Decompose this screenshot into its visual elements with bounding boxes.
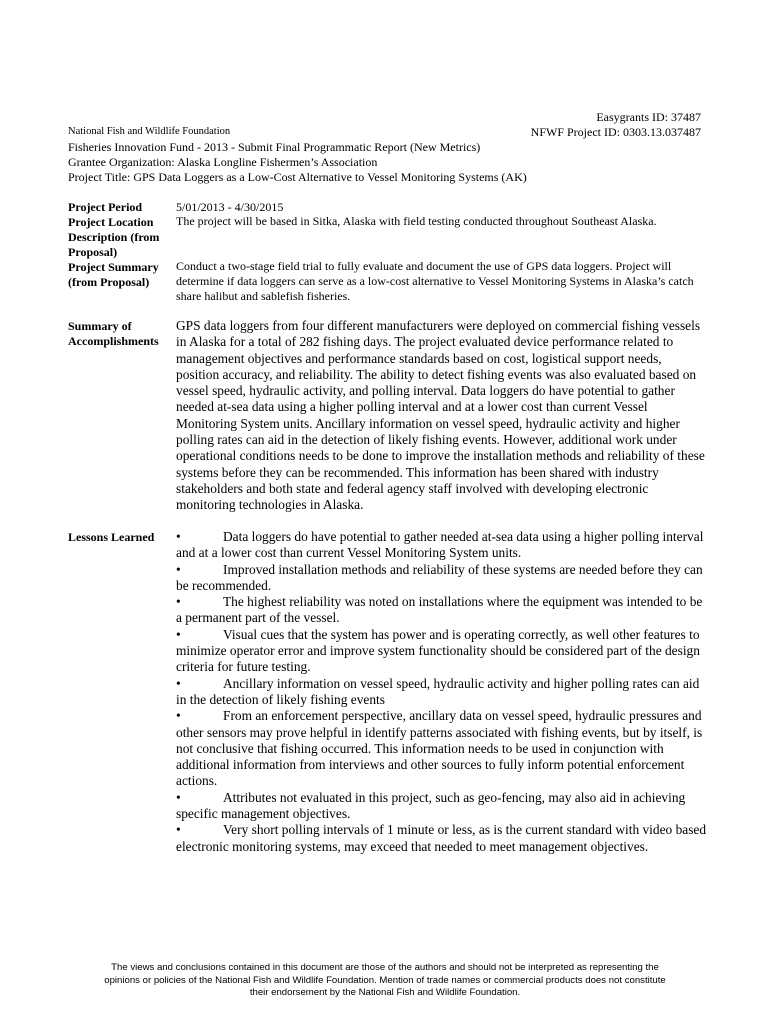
report-title: Fisheries Innovation Fund - 2013 - Submit Final Programmatic Report (New Metrics): [68, 140, 481, 154]
project-location-label: Project Location Description (from Proposal): [68, 215, 160, 259]
bullet-icon: •: [176, 789, 181, 805]
grantee-organization: Grantee Organization: Alaska Longline Fishermen’s Association: [68, 155, 378, 169]
project-summary-value: Conduct a two-stage field trial to fully evaluate and document the use of GPS data loggers. Project will determine if data loggers can serve as a low-cost alternative to Vessel Monitoring Systems in Alaska’s catch share halibut and sablefish fisheries.: [176, 259, 694, 303]
bullet-icon: •: [176, 822, 181, 838]
project-period-value: 5/01/2013 - 4/30/2015: [176, 200, 284, 214]
lesson-item: • Improved installation methods and reliability of these systems are needed before they can be recommended.: [176, 561, 703, 593]
lesson-item: • The highest reliability was noted on installations where the equipment was intended to be a permanent part of the vessel.: [176, 594, 703, 626]
accomplishments-text: GPS data loggers from four different manufacturers were deployed on commercial fishing vessels in Alaska for a total of 282 fishing days. The project evaluated device performance related to management objectives and performance standards based on cost, logistical support needs, position accuracy, and reliability. The ability to detect fishing events was also evaluated based on vessel speed, hydraulic activity, and polling interval. Data loggers do have potential to gather needed at-sea data using a higher polling interval and at a lower cost than current Vessel Monitoring System units. Ancillary information on vessel speed, hydraulic activity and higher polling rates can aid in the detection of likely fishing events. However, additional work under operational conditions needs to be done to improve the installation methods and reliability of these systems before they can be recommended. This information has been shared with industry stakeholders and both state and federal agency staff involved with developing electronic monitoring technologies in Alaska.: [176, 318, 705, 513]
project-location-value: The project will be based in Sitka, Alaska with field testing conducted throughout Southeast Alaska.: [176, 214, 657, 228]
lesson-item: • Data loggers do have potential to gather needed at-sea data using a higher polling interval and at a lower cost than current Vessel Monitoring System units.: [176, 529, 704, 561]
bullet-icon: •: [176, 594, 181, 610]
lesson-item: • From an enforcement perspective, ancillary data on vessel speed, hydraulic pressures and other sensors may prove helpful in identify patterns associated with fishing events, but by itself, is not conclusive that fishing occurred. This information needs to be used in conjunction with additional information from interviews and other sources to fully inform potential enforcement actions.: [176, 708, 703, 789]
organization-name: National Fish and Wildlife Foundation: [68, 126, 231, 137]
bullet-icon: •: [176, 626, 181, 642]
bullet-icon: •: [176, 675, 181, 691]
bullet-icon: •: [176, 708, 181, 724]
lesson-item: • Very short polling intervals of 1 minute or less, as is the current standard with video based electronic monitoring systems, may exceed that needed to meet management objectives.: [176, 822, 707, 854]
project-summary-label: Project Summary (from Proposal): [68, 260, 159, 289]
lesson-item: • Ancillary information on vessel speed, hydraulic activity and higher polling rates can aid in the detection of likely fishing events: [176, 675, 700, 707]
accomplishments-label: Summary of Accomplishments: [68, 319, 159, 348]
lessons-learned-label: Lessons Learned: [68, 530, 155, 544]
lessons-learned-list: [176, 529, 708, 855]
footer-disclaimer: The views and conclusions contained in this document are those of the authors and should not be interpreted as representing the opinions or policies of the National Fish and Wildlife Foundation. Mention of trade names or commercial products does not constitute their endorsement by the National Fish and Wildlife Foundation.: [104, 962, 666, 998]
nfwf-project-id: NFWF Project ID: 0303.13.037487: [530, 125, 701, 139]
project-title: Project Title: GPS Data Loggers as a Low-Cost Alternative to Vessel Monitoring Systems (AK): [68, 170, 527, 184]
lesson-item: • Attributes not evaluated in this project, such as geo-fencing, may also aid in achieving specific management objectives.: [176, 789, 686, 822]
easygrants-id: Easygrants ID: 37487: [596, 110, 701, 124]
bullet-icon: •: [176, 529, 181, 544]
project-period-label: Project Period: [68, 200, 143, 214]
lesson-item: • Visual cues that the system has power and is operating correctly, as well other features to minimize operator error and improve system functionality should be considered part of the design criteria for future testing.: [176, 626, 700, 675]
bullet-icon: •: [176, 561, 181, 577]
